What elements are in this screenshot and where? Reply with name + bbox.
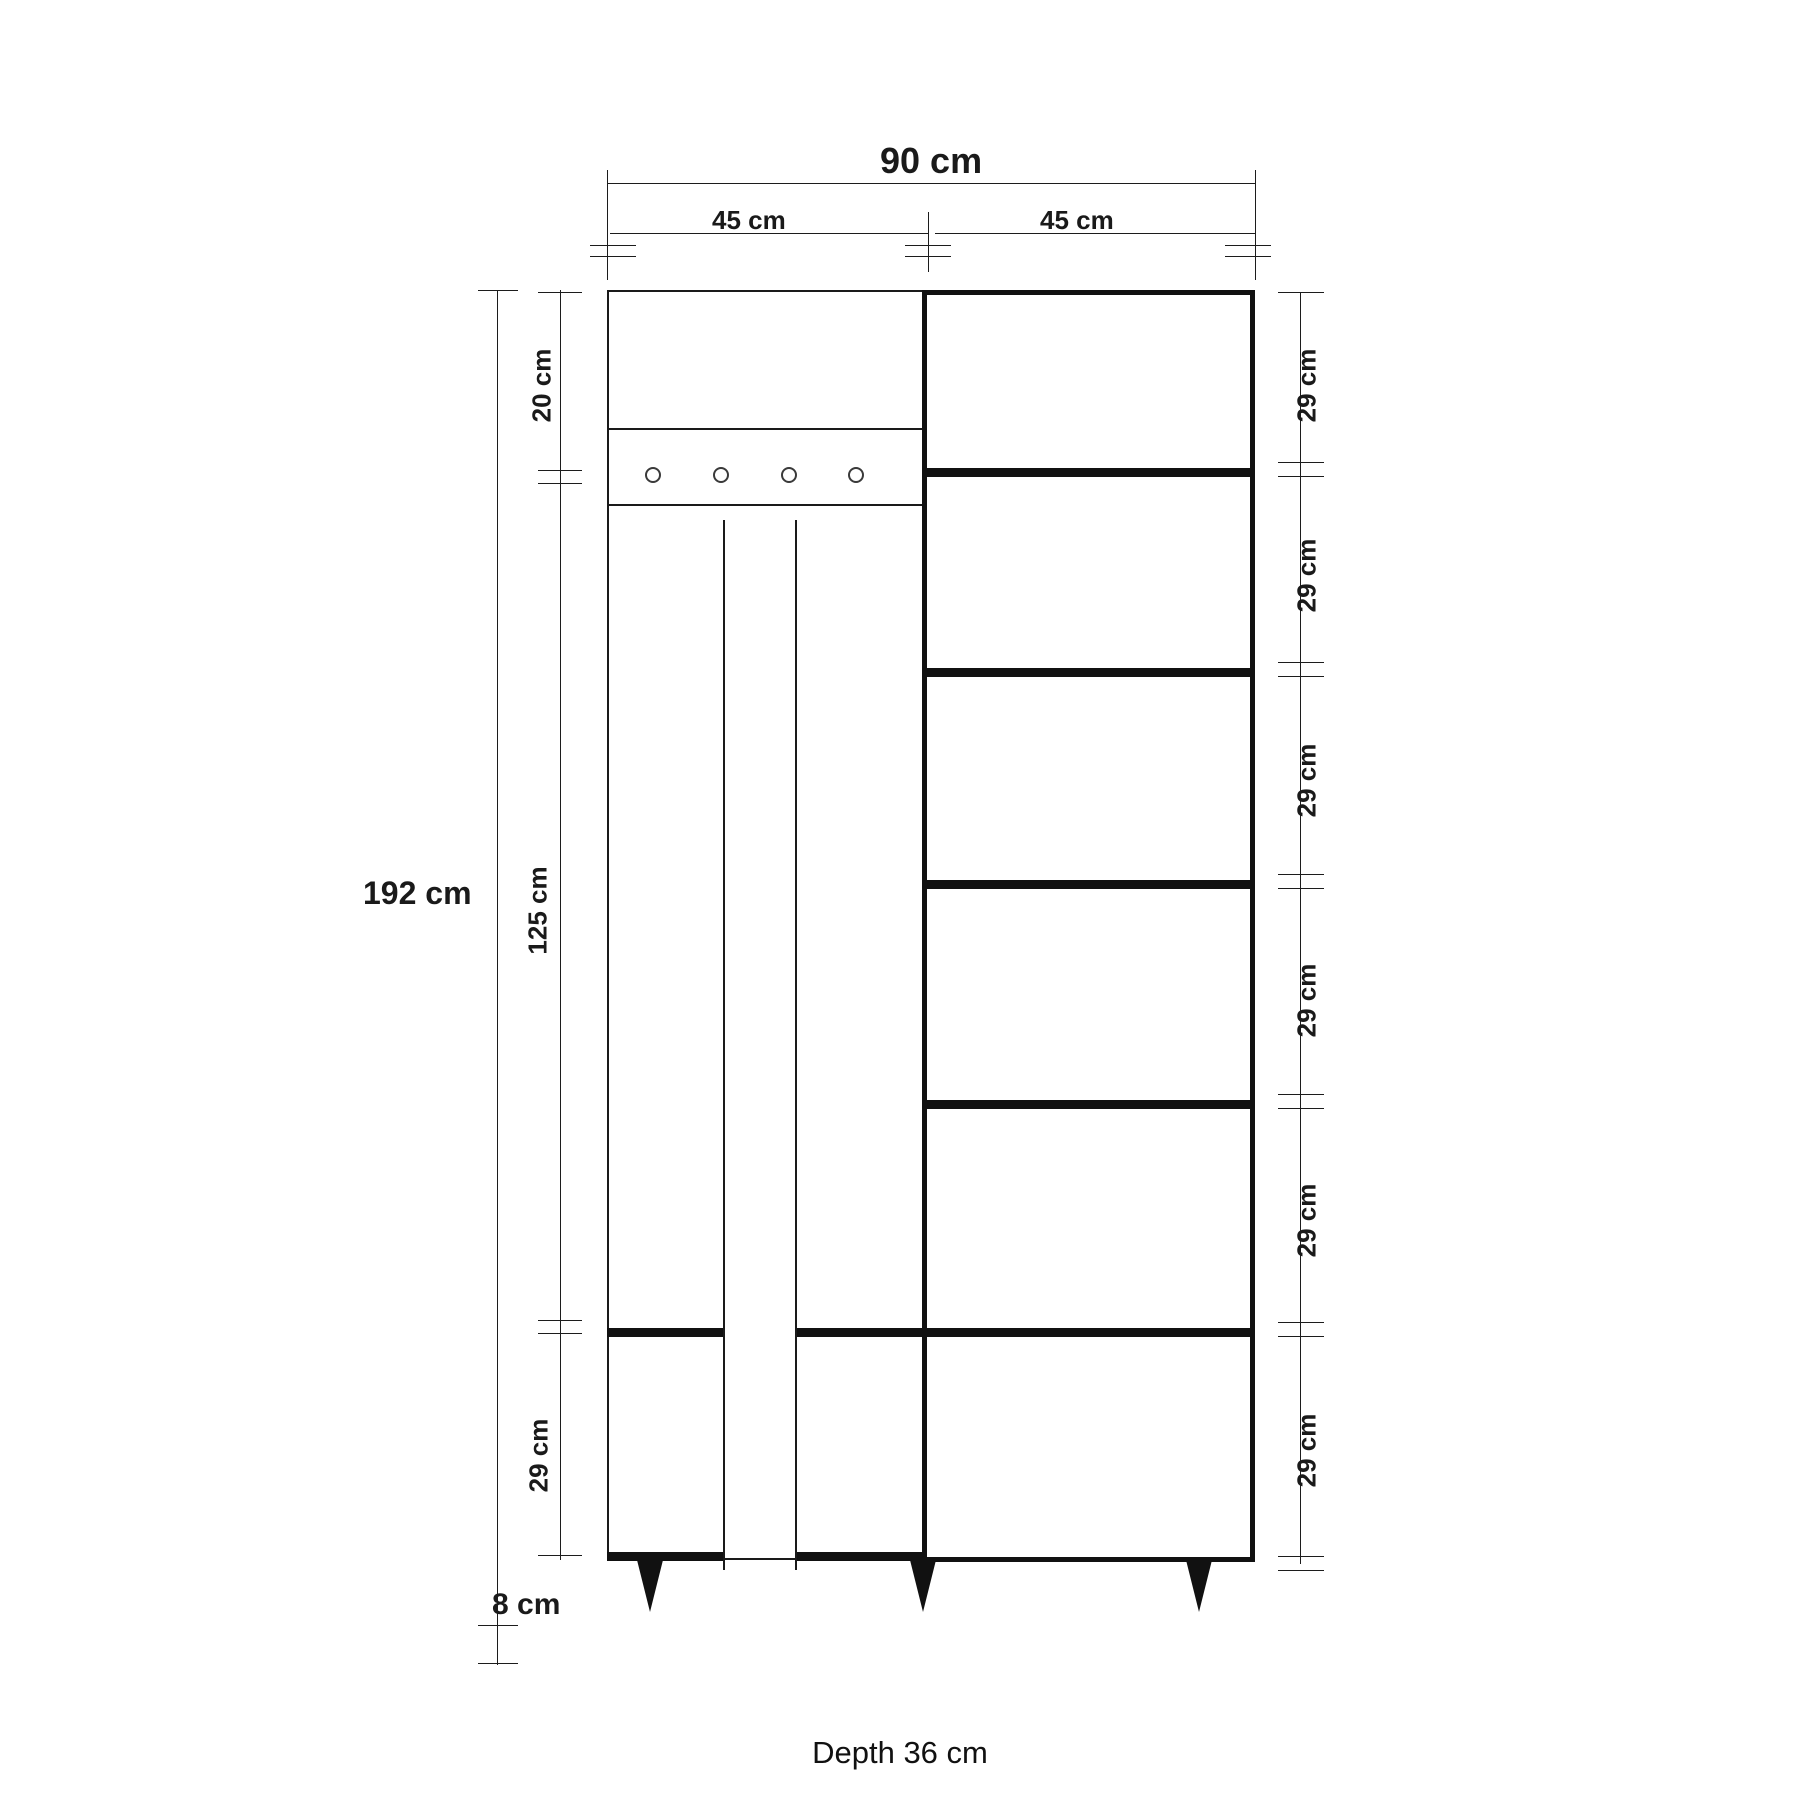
tick-right-sec-1b <box>1278 476 1324 477</box>
tick-right-sec-4a <box>1278 1094 1324 1095</box>
tick-right-sec-6b <box>1278 1570 1324 1571</box>
hook-icon-1 <box>645 467 661 483</box>
shelf-divider-3 <box>927 880 1250 889</box>
shelf-divider-4 <box>927 1100 1250 1109</box>
label-left-width: 45 cm <box>712 205 786 235</box>
dim-line-total-height <box>497 290 498 1625</box>
label-section-125cm: 125 cm <box>522 866 553 955</box>
label-legs-height: 8 cm <box>492 1588 561 1621</box>
tick-legs-bottom <box>478 1663 518 1664</box>
tick-125cm-bottom-b <box>538 1333 582 1334</box>
label-right-29cm-5: 29 cm <box>1291 1183 1322 1258</box>
tick-left-upper <box>590 245 636 246</box>
left-panel-base-left <box>607 1552 723 1561</box>
tick-right-sec-4b <box>1278 1108 1324 1109</box>
left-panel-slat-2 <box>795 520 797 1570</box>
tick-mid-upper <box>905 245 951 246</box>
dim-line-right-sections <box>1300 292 1301 1564</box>
tick-right-upper <box>1225 245 1271 246</box>
left-panel-base-right <box>797 1552 927 1561</box>
tick-total-height-top <box>478 290 518 291</box>
tick-20cm-top <box>538 292 582 293</box>
label-total-width: 90 cm <box>880 140 983 181</box>
tick-125cm-bottom-a <box>538 1320 582 1321</box>
hook-icon-4 <box>848 467 864 483</box>
ext-line-right-90 <box>1255 170 1256 280</box>
tick-20cm-bottom-b <box>538 483 582 484</box>
tick-right-sec-0 <box>1278 292 1324 293</box>
hook-icon-3 <box>781 467 797 483</box>
tick-right-sec-3a <box>1278 874 1324 875</box>
leg-2 <box>910 1560 936 1612</box>
label-total-height: 192 cm <box>363 875 472 911</box>
tick-right-sec-5b <box>1278 1336 1324 1337</box>
label-right-width: 45 cm <box>1040 205 1114 235</box>
tick-right-sec-1a <box>1278 462 1324 463</box>
tick-20cm-bottom-a <box>538 470 582 471</box>
label-section-29cm-left: 29 cm <box>523 1418 554 1493</box>
tick-right-sec-3b <box>1278 888 1324 889</box>
faint-artifact-text <box>745 1690 752 1721</box>
leg-3 <box>1186 1560 1212 1612</box>
shelf-divider-5 <box>927 1328 1250 1337</box>
shelf-divider-1 <box>927 468 1250 477</box>
leg-1 <box>637 1560 663 1612</box>
tick-right-sec-6 <box>1278 1556 1324 1557</box>
tick-right-sec-2b <box>1278 676 1324 677</box>
label-right-29cm-3: 29 cm <box>1291 743 1322 818</box>
left-panel-shelf-right <box>797 1328 927 1337</box>
tick-mid-lower <box>905 256 951 257</box>
ext-line-left-90 <box>607 170 608 280</box>
hook-icon-2 <box>713 467 729 483</box>
shelf-divider-2 <box>927 668 1250 677</box>
label-right-29cm-6: 29 cm <box>1291 1413 1322 1488</box>
ext-line-mid-45 <box>928 212 929 272</box>
label-right-29cm-1: 29 cm <box>1291 348 1322 423</box>
tick-right-lower <box>1225 256 1271 257</box>
label-right-29cm-2: 29 cm <box>1291 538 1322 613</box>
tick-total-height-bottom <box>478 1625 518 1626</box>
label-right-29cm-4: 29 cm <box>1291 963 1322 1038</box>
tick-right-sec-5a <box>1278 1322 1324 1323</box>
tick-29cm-bottom <box>538 1555 582 1556</box>
right-shelf-unit <box>922 290 1255 1562</box>
label-section-20cm: 20 cm <box>526 348 557 423</box>
depth-caption: Depth 36 cm <box>812 1735 988 1770</box>
dim-line-total-width <box>607 183 1255 184</box>
tick-right-sec-2a <box>1278 662 1324 663</box>
left-panel-slat-1 <box>723 520 725 1570</box>
left-panel-shelf-left <box>607 1328 723 1337</box>
tick-left-lower <box>590 256 636 257</box>
dim-line-left-sections <box>560 290 561 1560</box>
